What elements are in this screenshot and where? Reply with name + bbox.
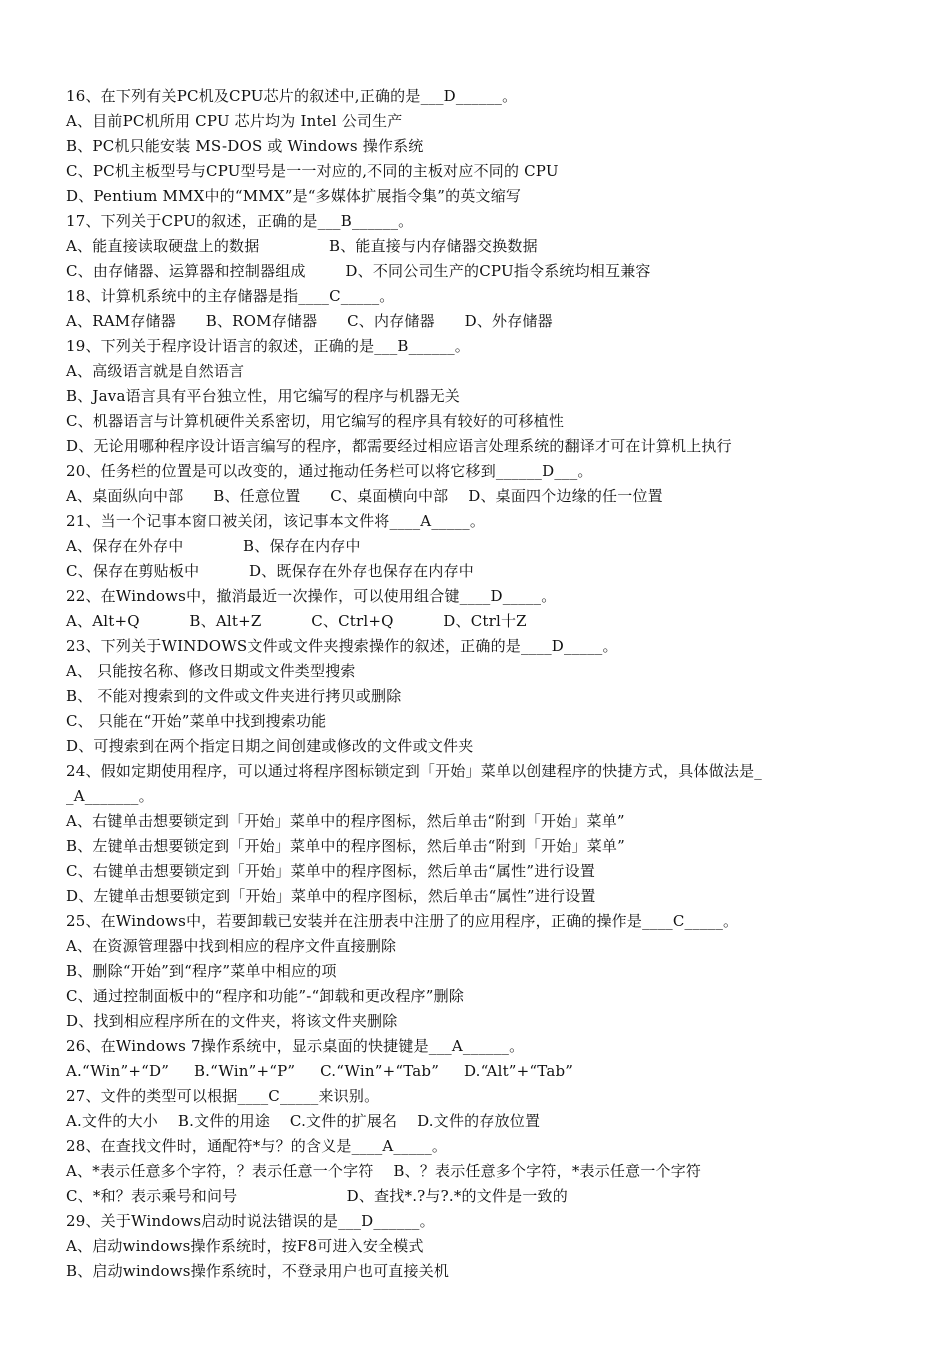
question-18-stem: 18、计算机系统中的主存储器是指____C_____。 xyxy=(66,287,395,305)
question-28-stem: 28、在查找文件时，通配符*与？的含义是____A_____。 xyxy=(66,1137,448,1155)
question-24-option-c: C、右键单击想要锁定到「开始」菜单中的程序图标，然后单击“属性”进行设置 xyxy=(66,862,596,880)
question-24-option-b: B、左键单击想要锁定到「开始」菜单中的程序图标，然后单击“附到「开始」菜单” xyxy=(66,837,625,855)
question-16-option-c: C、PC机主板型号与CPU型号是一一对应的,不同的主板对应不同的 CPU xyxy=(66,162,559,180)
question-29-option-a: A、启动windows操作系统时，按F8可进入安全模式 xyxy=(66,1237,424,1255)
question-24-option-d: D、左键单击想要锁定到「开始」菜单中的程序图标，然后单击“属性”进行设置 xyxy=(66,887,596,905)
question-23-option-b: B、 不能对搜索到的文件或文件夹进行拷贝或删除 xyxy=(66,687,402,705)
question-21-options-cd: C、保存在剪贴板中 D、既保存在外存也保存在内存中 xyxy=(66,562,474,580)
question-20-options: A、桌面纵向中部 B、任意位置 C、桌面横向中部 D、桌面四个边缘的任一位置 xyxy=(66,487,663,505)
question-26-stem: 26、在Windows 7操作系统中，显示桌面的快捷键是___A______。 xyxy=(66,1037,525,1055)
question-17-options-ab: A、能直接读取硬盘上的数据 B、能直接与内存储器交换数据 xyxy=(66,237,538,255)
question-20-stem: 20、任务栏的位置是可以改变的，通过拖动任务栏可以将它移到______D___。 xyxy=(66,462,593,480)
question-25-option-d: D、找到相应程序所在的文件夹，将该文件夹删除 xyxy=(66,1012,398,1030)
question-22-stem: 22、在Windows中，撤消最近一次操作，可以使用组合键____D_____。 xyxy=(66,587,557,605)
question-28-options-ab: A、*表示任意多个字符，？表示任意一个字符 B、？表示任意多个字符，*表示任意一个字符 xyxy=(66,1162,702,1180)
question-24-stem-cont: _A_______。 xyxy=(66,787,154,805)
question-25-stem: 25、在Windows中，若要卸载已安装并在注册表中注册了的应用程序，正确的操作是____C_____。 xyxy=(66,912,739,930)
question-25-option-c: C、通过控制面板中的“程序和功能”-“卸载和更改程序”删除 xyxy=(66,987,465,1005)
question-23-option-c: C、 只能在“开始”菜单中找到搜索功能 xyxy=(66,712,327,730)
question-16-stem: 16、在下列有关PC机及CPU芯片的叙述中,正确的是___D______。 xyxy=(66,87,518,105)
question-21-options-ab: A、保存在外存中 B、保存在内存中 xyxy=(66,537,361,555)
question-23-option-a: A、 只能按名称、修改日期或文件类型搜索 xyxy=(66,662,356,680)
question-19-option-c: C、机器语言与计算机硬件关系密切，用它编写的程序具有较好的可移植性 xyxy=(66,412,565,430)
question-17-stem: 17、下列关于CPU的叙述，正确的是___B______。 xyxy=(66,212,414,230)
question-27-options: A.文件的大小 B.文件的用途 C.文件的扩展名 D.文件的存放位置 xyxy=(66,1112,541,1130)
question-23-stem: 23、下列关于WINDOWS文件或文件夹搜索操作的叙述，正确的是____D_____。 xyxy=(66,637,618,655)
question-25-option-a: A、在资源管理器中找到相应的程序文件直接删除 xyxy=(66,937,397,955)
question-26-options: A.“Win”+“D” B.“Win”+“P” C.“Win”+“Tab” D.“Alt”+“Tab” xyxy=(66,1062,574,1080)
question-16-option-a: A、目前PC机所用 CPU 芯片均为 Intel 公司生产 xyxy=(66,112,403,130)
question-23-option-d: D、可搜索到在两个指定日期之间创建或修改的文件或文件夹 xyxy=(66,737,474,755)
question-16-option-b: B、PC机只能安装 MS-DOS 或 Windows 操作系统 xyxy=(66,137,424,155)
question-29-stem: 29、关于Windows启动时说法错误的是___D______。 xyxy=(66,1212,435,1230)
question-19-option-b: B、Java语言具有平台独立性，用它编写的程序与机器无关 xyxy=(66,387,460,405)
question-22-options: A、Alt+Q B、Alt+Z C、Ctrl+Q D、Ctrl十Z xyxy=(66,612,527,630)
question-19-option-a: A、高级语言就是自然语言 xyxy=(66,362,245,380)
question-25-option-b: B、删除“开始”到“程序”菜单中相应的项 xyxy=(66,962,337,980)
question-17-options-cd: C、由存储器、运算器和控制器组成 D、不同公司生产的CPU指令系统均相互兼容 xyxy=(66,262,651,280)
question-19-option-d: D、无论用哪种程序设计语言编写的程序，都需要经过相应语言处理系统的翻译才可在计算机上执行 xyxy=(66,437,732,455)
question-24-option-a: A、右键单击想要锁定到「开始」菜单中的程序图标，然后单击“附到「开始」菜单” xyxy=(66,812,625,830)
question-29-option-b: B、启动windows操作系统时，不登录用户也可直接关机 xyxy=(66,1262,450,1280)
question-21-stem: 21、当一个记事本窗口被关闭，该记事本文件将____A_____。 xyxy=(66,512,486,530)
question-27-stem: 27、文件的类型可以根据____C_____来识别。 xyxy=(66,1087,380,1105)
question-16-option-d: D、Pentium MMX中的“MMX”是“多媒体扩展指令集”的英文缩写 xyxy=(66,187,522,205)
question-24-stem: 24、假如定期使用程序，可以通过将程序图标锁定到「开始」菜单以创建程序的快捷方式，具体做法是_ xyxy=(66,762,762,780)
question-28-options-cd: C、*和？表示乘号和问号 D、查找*.?与?.*的文件是一致的 xyxy=(66,1187,568,1205)
question-18-options: A、RAM存储器 B、ROM存储器 C、内存储器 D、外存储器 xyxy=(66,312,553,330)
question-19-stem: 19、下列关于程序设计语言的叙述，正确的是___B______。 xyxy=(66,337,471,355)
